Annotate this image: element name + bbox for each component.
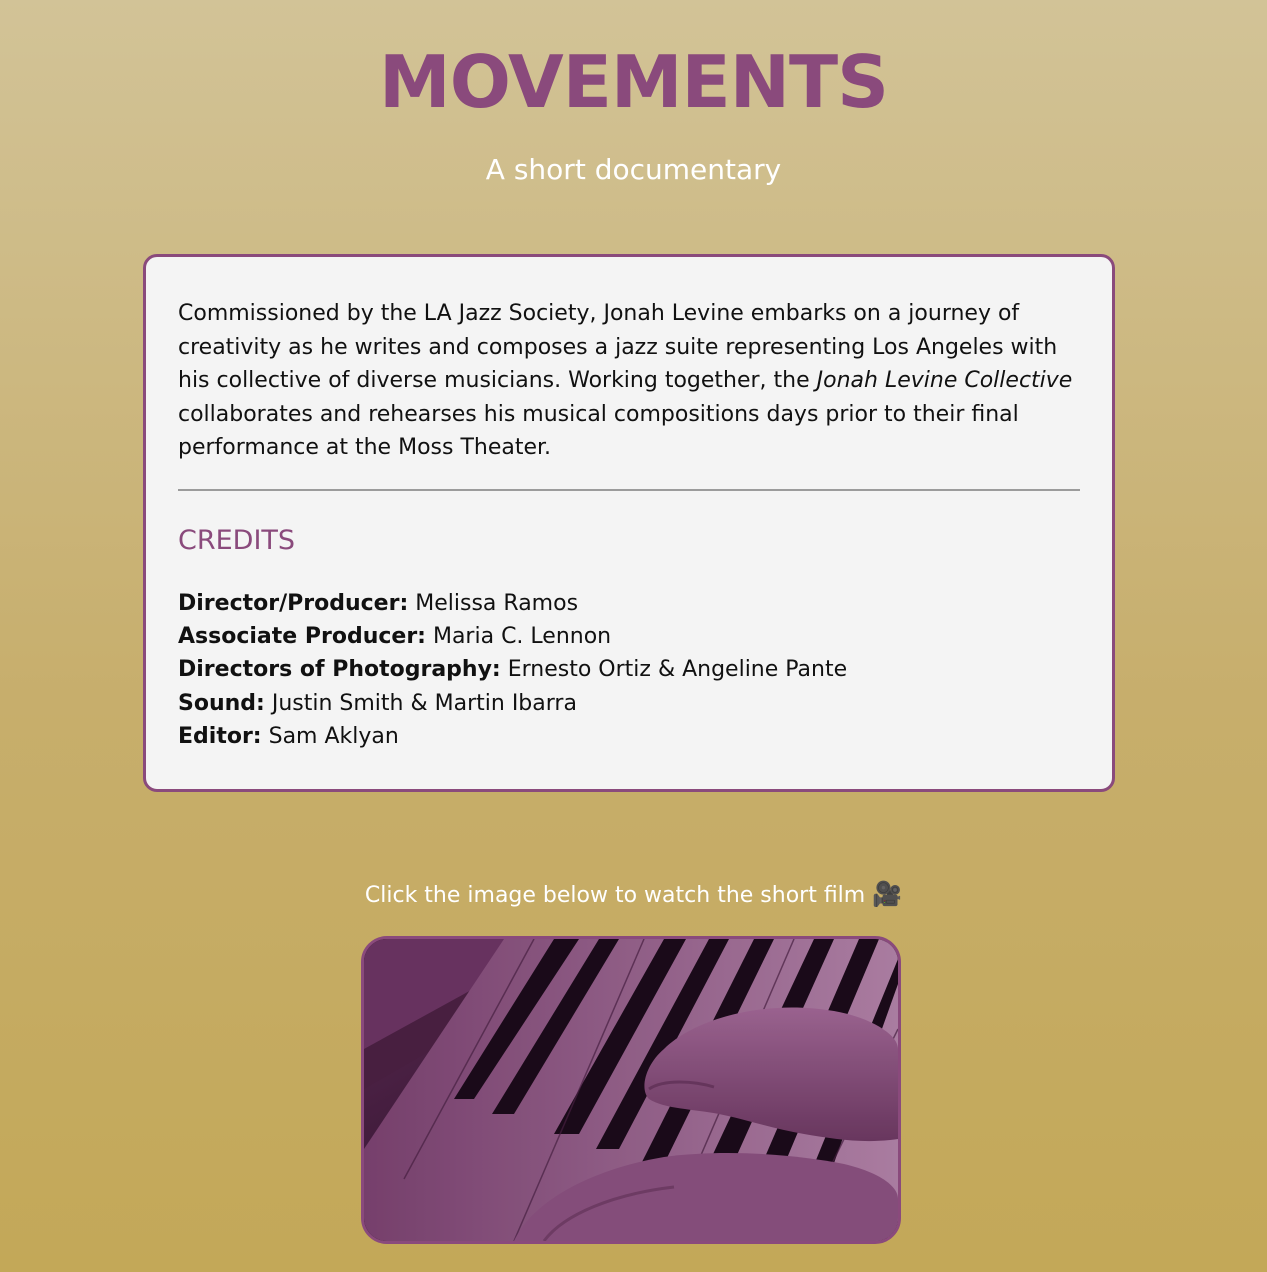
page-subtitle: A short documentary <box>485 153 782 186</box>
watch-prompt-text: Click the image below to watch the short film <box>364 883 866 908</box>
credit-role: Directors of Photography: <box>178 657 501 683</box>
credit-name: Melissa Ramos <box>415 590 579 616</box>
credit-item <box>178 653 1080 686</box>
credit-item <box>178 720 1080 753</box>
credit-item <box>178 620 1080 653</box>
credit-role: Sound: <box>178 690 265 716</box>
credit-name: Justin Smith & Martin Ibarra <box>271 690 577 716</box>
credit-name: Sam Aklyan <box>268 724 399 750</box>
credit-name: Ernesto Ortiz & Angeline Pante <box>507 657 848 683</box>
credit-role: Director/Producer: <box>178 590 409 616</box>
credit-item <box>178 587 1080 620</box>
watch-prompt <box>0 876 1267 914</box>
credits-list <box>178 587 1080 754</box>
video-camera-icon: 🎥 <box>872 880 903 908</box>
film-thumbnail-link[interactable] <box>361 936 901 1244</box>
credit-item <box>178 687 1080 720</box>
credit-name: Maria C. Lennon <box>432 623 612 649</box>
description-text-end: collaborates and rehearses his musical compositions days prior to their final performance at the Moss Theater. <box>178 401 1019 460</box>
description-text-start: Commissioned by the LA Jazz Society, Jonah Levine embarks on a journey of creativity as he writes and composes a jazz suite representing Los Angeles with his collective of diverse musicians. Working together, the <box>178 301 1058 393</box>
credit-role: Editor: <box>178 724 262 750</box>
collective-name: Jonah Levine Collective <box>816 368 1073 393</box>
film-description <box>178 297 1080 465</box>
section-divider <box>178 489 1080 491</box>
page-title: MOVEMENTS <box>379 40 888 124</box>
piano-keys-hands-image <box>364 939 898 1241</box>
credits-heading: CREDITS <box>178 524 296 556</box>
credit-role: Associate Producer: <box>178 623 426 649</box>
info-card <box>143 254 1115 792</box>
